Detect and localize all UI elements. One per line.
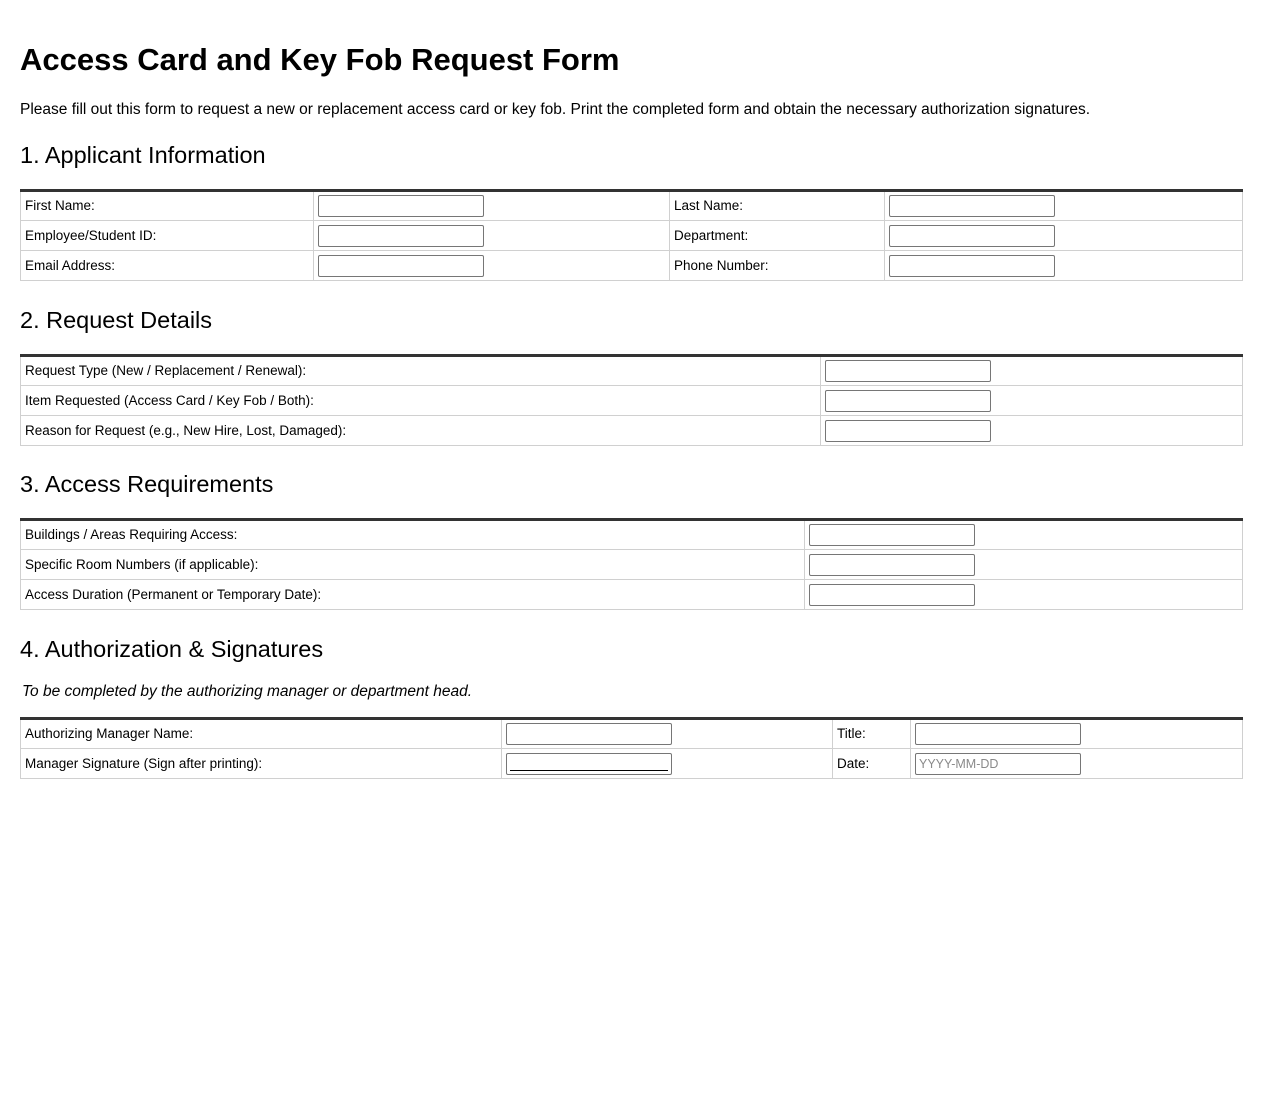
request-details-table bbox=[20, 354, 1243, 446]
first-name-input[interactable] bbox=[318, 195, 484, 217]
table-row bbox=[21, 221, 1243, 251]
date-label: Date: bbox=[833, 749, 911, 779]
last-name-label: Last Name: bbox=[670, 191, 885, 221]
signature-line bbox=[510, 770, 668, 771]
reason-input[interactable] bbox=[825, 420, 991, 442]
date-input[interactable] bbox=[915, 753, 1081, 775]
table-row bbox=[21, 719, 1243, 749]
table-row bbox=[21, 191, 1243, 221]
signature-label: Manager Signature (Sign after printing): bbox=[21, 749, 502, 779]
last-name-input[interactable] bbox=[889, 195, 1055, 217]
signature-field[interactable] bbox=[506, 753, 672, 775]
phone-input[interactable] bbox=[889, 255, 1055, 277]
section-heading-access: 3. Access Requirements bbox=[20, 471, 274, 497]
table-row bbox=[21, 550, 1243, 580]
manager-name-label: Authorizing Manager Name: bbox=[21, 719, 502, 749]
item-requested-label: Item Requested (Access Card / Key Fob / Both): bbox=[21, 386, 821, 416]
email-input[interactable] bbox=[318, 255, 484, 277]
access-duration-input[interactable] bbox=[809, 584, 975, 606]
table-row bbox=[21, 356, 1243, 386]
item-requested-input[interactable] bbox=[825, 390, 991, 412]
intro-text: Please fill out this form to request a new or replacement access card or key fob. Print the completed form and obtain the necessary authorization signatures. bbox=[20, 101, 1091, 118]
section-heading-request: 2. Request Details bbox=[20, 307, 213, 333]
employee-id-input[interactable] bbox=[318, 225, 484, 247]
title-label: Title: bbox=[833, 719, 911, 749]
employee-id-label: Employee/Student ID: bbox=[21, 221, 314, 251]
first-name-label: First Name: bbox=[21, 191, 314, 221]
applicant-info-table bbox=[20, 189, 1243, 281]
department-input[interactable] bbox=[889, 225, 1055, 247]
buildings-input[interactable] bbox=[809, 524, 975, 546]
table-row bbox=[21, 386, 1243, 416]
title-input[interactable] bbox=[915, 723, 1081, 745]
section-heading-authorization: 4. Authorization & Signatures bbox=[20, 636, 324, 662]
reason-label: Reason for Request (e.g., New Hire, Lost, Damaged): bbox=[21, 416, 821, 446]
request-type-input[interactable] bbox=[825, 360, 991, 382]
table-row bbox=[21, 416, 1243, 446]
buildings-label: Buildings / Areas Requiring Access: bbox=[21, 520, 805, 550]
request-type-label: Request Type (New / Replacement / Renewal): bbox=[21, 356, 821, 386]
phone-label: Phone Number: bbox=[670, 251, 885, 281]
page-title: Access Card and Key Fob Request Form bbox=[20, 42, 620, 77]
authorization-note: To be completed by the authorizing manager or department head. bbox=[22, 683, 473, 700]
section-heading-applicant: 1. Applicant Information bbox=[20, 142, 266, 168]
room-numbers-label: Specific Room Numbers (if applicable): bbox=[21, 550, 805, 580]
table-row bbox=[21, 580, 1243, 610]
table-row bbox=[21, 251, 1243, 281]
department-label: Department: bbox=[670, 221, 885, 251]
room-numbers-input[interactable] bbox=[809, 554, 975, 576]
table-row bbox=[21, 749, 1243, 779]
access-requirements-table bbox=[20, 518, 1243, 610]
manager-name-input[interactable] bbox=[506, 723, 672, 745]
email-label: Email Address: bbox=[21, 251, 314, 281]
table-row bbox=[21, 520, 1243, 550]
authorization-table bbox=[20, 717, 1243, 779]
access-duration-label: Access Duration (Permanent or Temporary Date): bbox=[21, 580, 805, 610]
